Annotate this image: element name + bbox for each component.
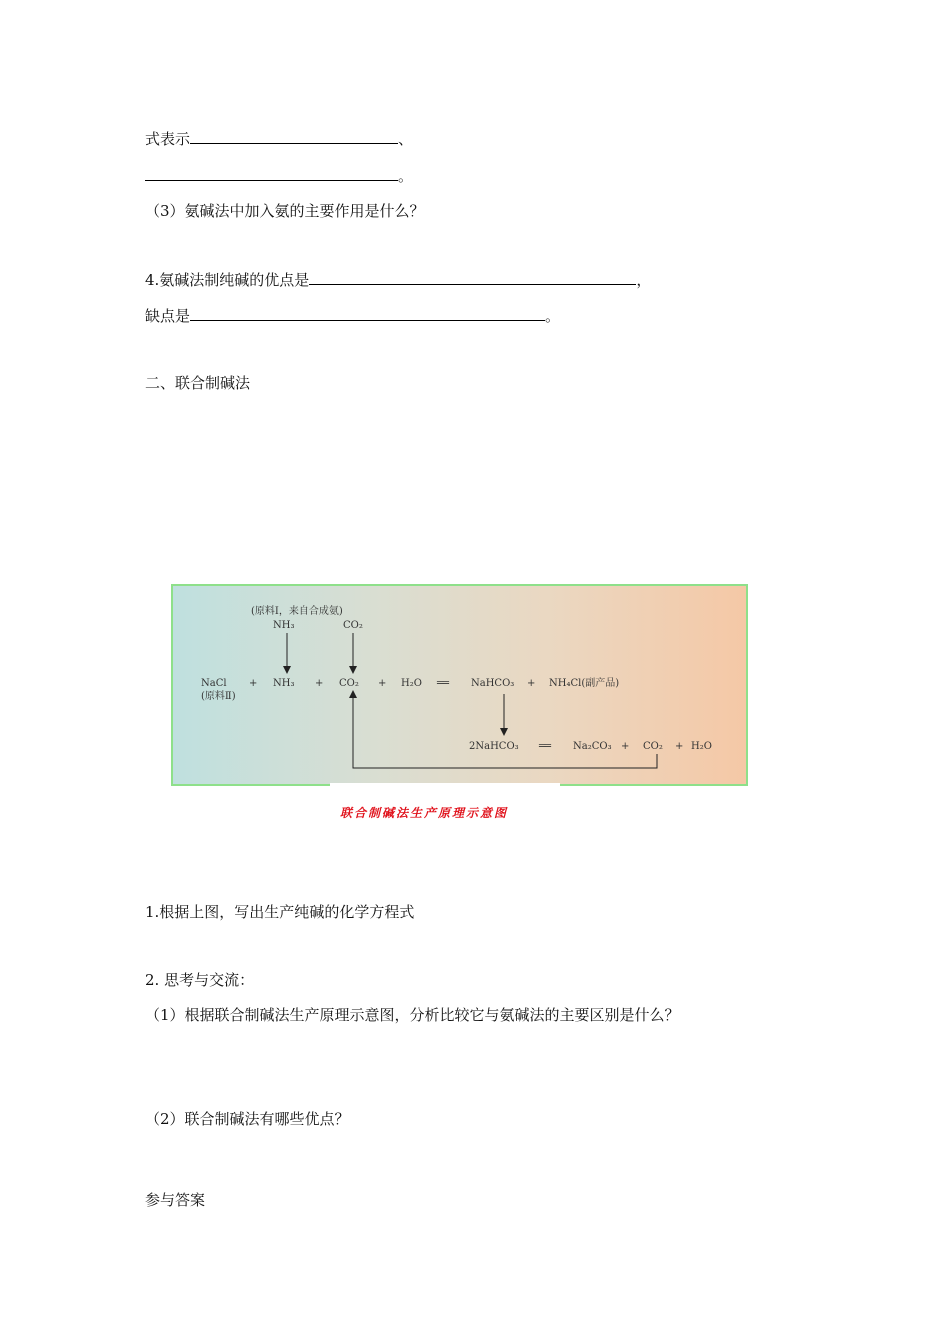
question-4-advantage xyxy=(145,269,651,290)
question-3: （3）氨碱法中加入氨的主要作用是什么？ xyxy=(145,202,425,220)
answers-heading: 参与答案 xyxy=(145,1191,206,1209)
answer-blank[interactable] xyxy=(190,305,545,321)
question-4-disadvantage xyxy=(145,305,560,326)
line1-prefix: 式表示 xyxy=(145,130,191,148)
q4b-prefix: 缺点是 xyxy=(145,307,191,325)
process-diagram-svg xyxy=(173,586,750,788)
equals-sign: ══ xyxy=(437,678,450,689)
process-diagram xyxy=(171,584,748,786)
nahco3: NaHCO₃ xyxy=(471,678,515,689)
fill-blank-line-1 xyxy=(145,128,413,149)
diagram-caption: 联合制碱法生产原理示意图 xyxy=(340,806,509,820)
h2o-product: H₂O xyxy=(691,741,712,752)
border-gap xyxy=(330,783,560,789)
q4b-suffix: 。 xyxy=(545,307,561,325)
plus-sign: + xyxy=(527,678,536,689)
question-1: 1.根据上图，写出生产纯碱的化学方程式 xyxy=(145,903,415,921)
plus-sign: + xyxy=(378,678,387,689)
equals-sign: ══ xyxy=(539,741,552,752)
answer-blank[interactable] xyxy=(309,269,636,285)
h2o: H₂O xyxy=(401,678,422,689)
plus-sign: + xyxy=(621,741,630,752)
nacl: NaCl xyxy=(201,678,227,689)
top-co2: CO₂ xyxy=(343,620,363,631)
plus-sign: + xyxy=(315,678,324,689)
q4-suffix: ， xyxy=(636,271,652,289)
nh4cl: NH₄Cl(副产品) xyxy=(549,678,620,689)
line2-suffix: 。 xyxy=(398,167,414,185)
question-2-1: （1）根据联合制碱法生产原理示意图，分析比较它与氨碱法的主要区别是什么？ xyxy=(145,1006,680,1024)
nahco3-decompose: 2NaHCO₃ xyxy=(469,741,519,752)
plus-sign: + xyxy=(675,741,684,752)
q4-prefix: 4.氨碱法制纯碱的优点是 xyxy=(145,271,310,289)
nh3: NH₃ xyxy=(273,678,295,689)
plus-sign: + xyxy=(249,678,258,689)
nacl-sub: (原料Ⅱ) xyxy=(201,691,236,702)
fill-blank-line-2 xyxy=(145,165,413,186)
question-2: 2. 思考与交流： xyxy=(145,971,255,989)
question-2-2: （2）联合制碱法有哪些优点？ xyxy=(145,1110,350,1128)
line1-suffix: 、 xyxy=(398,130,414,148)
section-heading: 二、联合制碱法 xyxy=(145,374,251,392)
co2-recycled: CO₂ xyxy=(643,741,663,752)
source-label: (原料Ⅰ，来自合成氨) xyxy=(251,606,343,617)
answer-blank[interactable] xyxy=(190,128,398,144)
na2co3: Na₂CO₃ xyxy=(573,741,612,752)
answer-blank[interactable] xyxy=(145,165,398,181)
top-nh3: NH₃ xyxy=(273,620,295,631)
co2: CO₂ xyxy=(339,678,359,689)
recycle-arrow xyxy=(353,694,657,768)
